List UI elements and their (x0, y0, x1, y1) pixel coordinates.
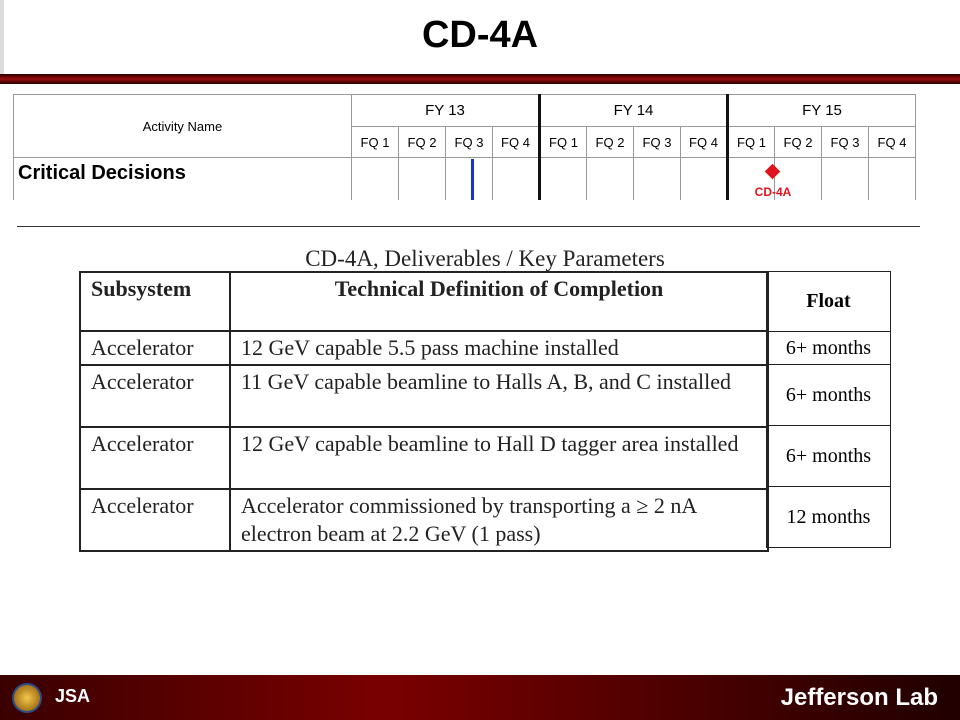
timeline-cell (446, 158, 493, 201)
timeline-cell (681, 158, 728, 201)
quarter-header: FQ 2 (775, 127, 822, 158)
fy-header: FY 13 (352, 95, 540, 127)
quarter-header: FQ 1 (352, 127, 399, 158)
float-cell: 12 months (767, 487, 891, 548)
fy-header: FY 14 (540, 95, 728, 127)
current-date-line (471, 159, 474, 200)
slide-title: CD-4A (421, 14, 539, 56)
quarter-header: FQ 2 (399, 127, 446, 158)
timeline-cell (540, 158, 587, 201)
float-cell: 6+ months (767, 332, 891, 365)
timeline-cell (869, 158, 916, 201)
float-header: Float (767, 272, 891, 332)
timeline-cell (822, 158, 869, 201)
quarter-header: FQ 1 (728, 127, 775, 158)
definition-cell: 11 GeV capable beamline to Halls A, B, and C installed (230, 365, 768, 427)
float-cell: 6+ months (767, 426, 891, 487)
definition-cell: Accelerator commissioned by transporting a ≥ 2 nA electron beam at 2.2 GeV (1 pass) (230, 489, 768, 551)
float-table (766, 271, 891, 548)
quarter-header: FQ 3 (446, 127, 493, 158)
subsystem-cell: Accelerator (80, 365, 230, 427)
subsystem-header: Subsystem (80, 272, 230, 331)
timeline-cell (493, 158, 540, 201)
deliverables-table (79, 271, 769, 552)
quarter-header: FQ 3 (822, 127, 869, 158)
definition-cell: 12 GeV capable beamline to Hall D tagger area installed (230, 427, 768, 489)
timeline-cell (352, 158, 399, 201)
title-divider-bar (0, 74, 960, 84)
section-divider (17, 226, 920, 227)
jsa-logo: JSA (55, 686, 91, 706)
quarter-header: FQ 2 (587, 127, 634, 158)
quarter-header: FQ 1 (540, 127, 587, 158)
jefferson-lab-logo: Jefferson Lab (780, 684, 938, 711)
fy-header: FY 15 (728, 95, 916, 127)
subsystem-cell: Accelerator (80, 331, 230, 365)
quarter-header: FQ 3 (634, 127, 681, 158)
deliverables-title: CD-4A, Deliverables / Key Parameters (305, 246, 665, 271)
activity-name-header: Activity Name (14, 95, 352, 158)
timeline-cell (634, 158, 681, 201)
timeline-cell (399, 158, 446, 201)
quarter-header: FQ 4 (493, 127, 540, 158)
doe-seal-icon (12, 683, 42, 713)
subsystem-cell: Accelerator (80, 427, 230, 489)
float-cell: 6+ months (767, 365, 891, 426)
quarter-header: FQ 4 (869, 127, 916, 158)
milestone-label: CD-4A (754, 185, 792, 199)
critical-decisions-row-label: Critical Decisions (14, 158, 352, 201)
subsystem-cell: Accelerator (80, 489, 230, 551)
quarter-header: FQ 4 (681, 127, 728, 158)
definition-header: Technical Definition of Completion (230, 272, 768, 331)
definition-cell: 12 GeV capable 5.5 pass machine installed (230, 331, 768, 365)
timeline-cell (587, 158, 634, 201)
